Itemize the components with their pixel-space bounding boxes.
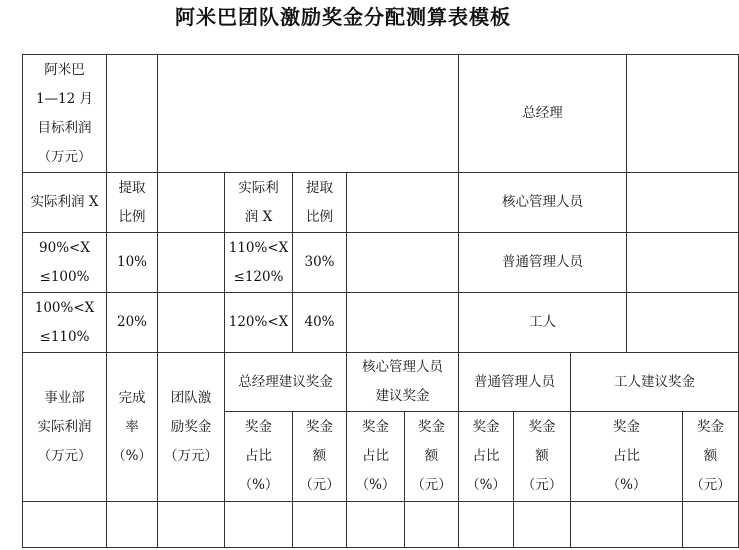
tier-ratio-a: 10% (107, 233, 158, 293)
actual-profit-label: 实际利润 X (23, 173, 107, 233)
empty-cell[interactable] (158, 173, 225, 233)
data-cell[interactable] (459, 502, 514, 548)
empty-cell[interactable] (158, 233, 225, 293)
tier-range-b: 110%<X ≤120% (225, 233, 293, 293)
data-cell[interactable] (571, 502, 683, 548)
ordinary-bonus-label: 普通管理人员 (459, 353, 571, 412)
ordinary-management-value-cell[interactable] (627, 233, 739, 293)
workers-label: 工人 (459, 293, 627, 353)
tier-header-row (23, 173, 739, 233)
extraction-ratio-label-2: 提取 比例 (293, 173, 347, 233)
empty-cell[interactable] (347, 293, 459, 353)
tier-ratio-b: 40% (293, 293, 347, 353)
data-cell[interactable] (107, 502, 158, 548)
workers-value-cell[interactable] (627, 293, 739, 353)
tier-range-a: 90%<X ≤100% (23, 233, 107, 293)
data-cell[interactable] (293, 502, 347, 548)
empty-cell[interactable] (107, 55, 158, 173)
core-bonus-label: 核心管理人员 建议奖金 (347, 353, 459, 412)
general-manager-label: 总经理 (459, 55, 627, 173)
bonus-ratio-label: 奖金 占比 （%） (347, 412, 405, 502)
data-cell[interactable] (23, 502, 107, 548)
data-cell[interactable] (683, 502, 739, 548)
bonus-ratio-label: 奖金 占比 （%） (225, 412, 293, 502)
empty-cell[interactable] (158, 293, 225, 353)
gm-bonus-label: 总经理建议奖金 (225, 353, 347, 412)
general-manager-value-cell[interactable] (627, 55, 739, 173)
actual-profit-label-2: 实际利 润 X (225, 173, 293, 233)
header-row (23, 55, 739, 173)
tier-range-b: 120%<X (225, 293, 293, 353)
data-cell[interactable] (225, 502, 293, 548)
bonus-ratio-label: 奖金 占比 （%） (459, 412, 514, 502)
completion-rate-label: 完成 率 （%） (107, 353, 158, 502)
empty-cell[interactable] (347, 233, 459, 293)
tier-range-a: 100%<X ≤110% (23, 293, 107, 353)
bonus-amount-label: 奖金 额 （元） (405, 412, 459, 502)
bonus-amount-label: 奖金 额 （元） (293, 412, 347, 502)
data-cell[interactable] (405, 502, 459, 548)
tier-row (23, 293, 739, 353)
bonus-amount-label: 奖金 额 （元） (683, 412, 739, 502)
core-management-label: 核心管理人员 (459, 173, 627, 233)
team-bonus-label: 团队激 励奖金 （万元） (158, 353, 225, 502)
tier-ratio-b: 30% (293, 233, 347, 293)
bonus-amount-label: 奖金 额 （元） (514, 412, 571, 502)
ordinary-management-label: 普通管理人员 (459, 233, 627, 293)
bonus-header-row (23, 353, 739, 412)
core-management-value-cell[interactable] (627, 173, 739, 233)
target-profit-value-cell[interactable] (158, 55, 459, 173)
extraction-ratio-label: 提取 比例 (107, 173, 158, 233)
data-entry-row (23, 502, 739, 548)
empty-cell[interactable] (347, 173, 459, 233)
tier-row (23, 233, 739, 293)
data-cell[interactable] (347, 502, 405, 548)
document-title: 阿米巴团队激励奖金分配测算表模板 (175, 5, 511, 29)
bonus-allocation-table (22, 54, 739, 548)
target-profit-label: 阿米巴 1—12 月 目标利润 （万元） (23, 55, 107, 173)
worker-bonus-label: 工人建议奖金 (571, 353, 739, 412)
data-cell[interactable] (158, 502, 225, 548)
data-cell[interactable] (514, 502, 571, 548)
tier-ratio-a: 20% (107, 293, 158, 353)
dept-profit-label: 事业部 实际利润 （万元） (23, 353, 107, 502)
bonus-ratio-label: 奖金 占比 （%） (571, 412, 683, 502)
